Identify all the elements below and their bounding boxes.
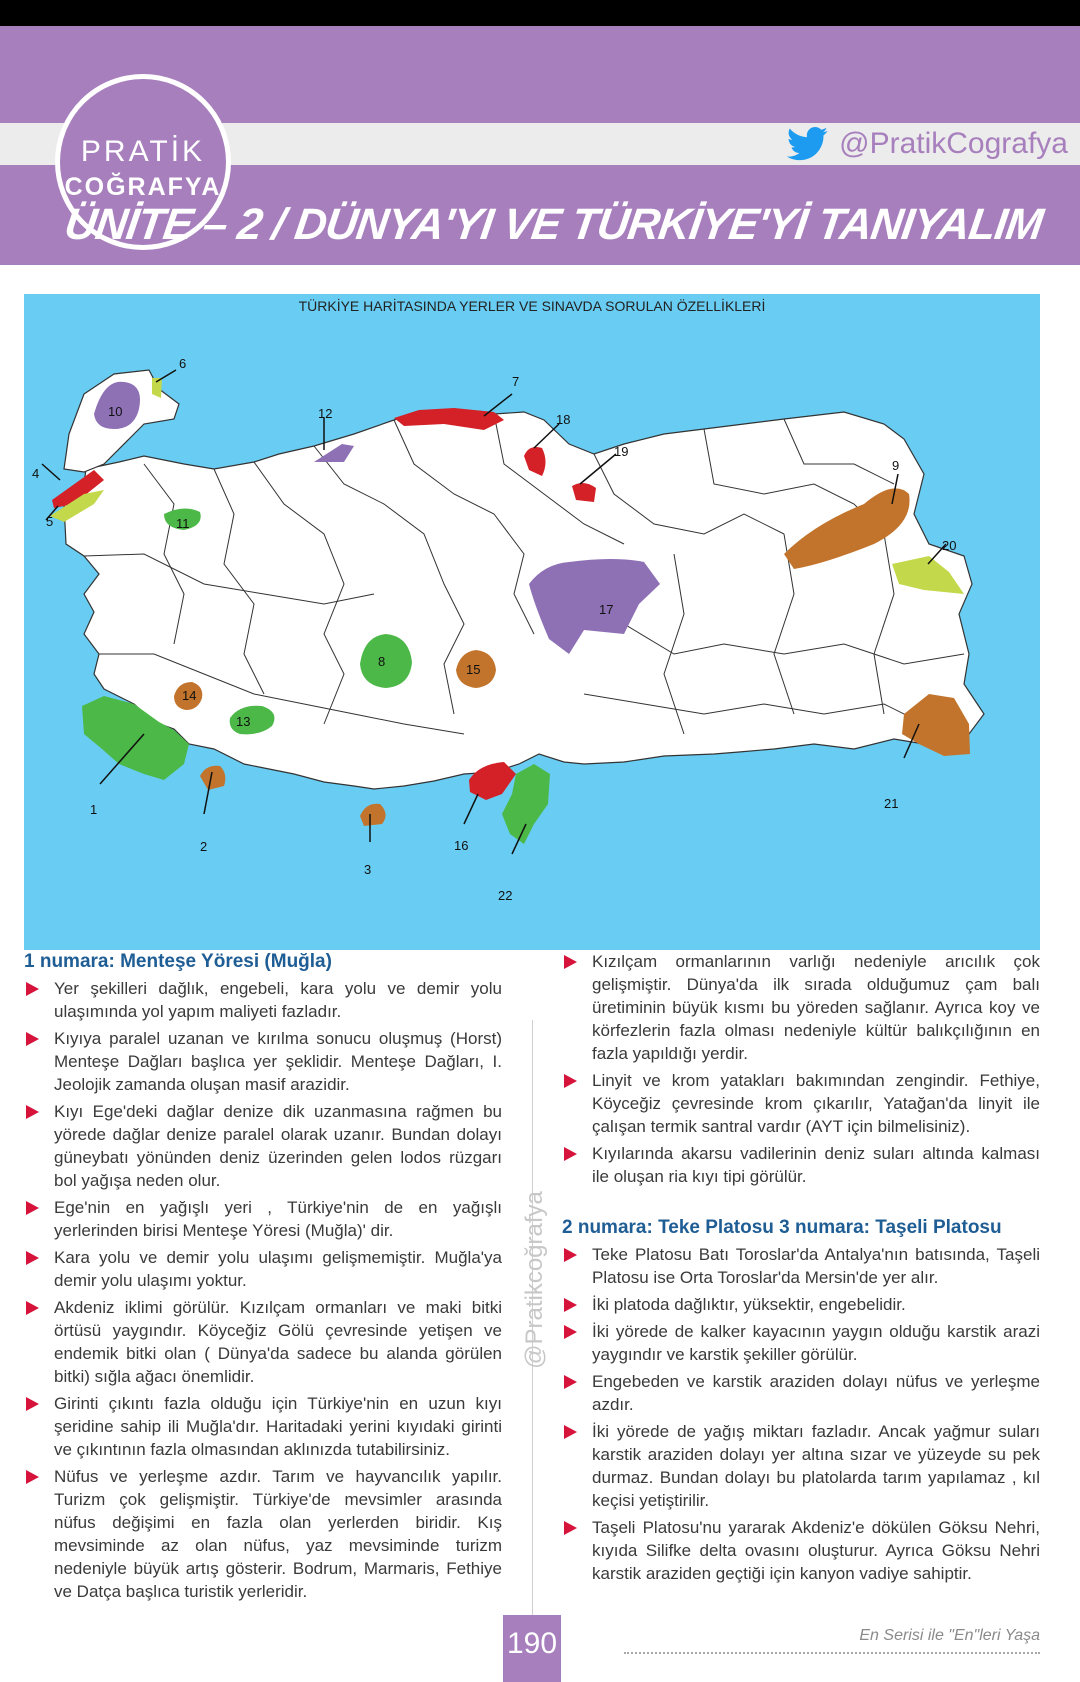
map-label-17: 17 [599, 602, 614, 617]
page-number: 190 [503, 1615, 561, 1682]
map-label-2: 2 [200, 839, 208, 854]
bullet-item: Linyit ve krom yatakları bakımından zengindir. Fethiye, Köyceğiz çevresinde krom çıkarılır, Yatağan'da linyit ile çalışan termik santral vardır (AYT için bilmelisiniz). [562, 1069, 1040, 1138]
map-label-21: 21 [884, 796, 899, 811]
map-label-9: 9 [892, 458, 900, 473]
side-watermark: @Pratikcoğrafya [521, 1191, 548, 1369]
bullet-item: Engebeden ve karstik araziden dolayı nüfus ve yerleşme azdır. [562, 1370, 1040, 1416]
turkey-mainland [64, 409, 984, 789]
bullet-item: Girinti çıkıntı fazla olduğu için Türkiye'nin en uzun kıyı şeridine sahip ili Muğla'dır. Haritadaki yerini kıyıdaki girinti ve çıkıntının fazla olmasından aklınızda tutabilirsiniz. [24, 1392, 502, 1461]
map-label-22: 22 [498, 888, 513, 903]
bullet-item: Ege'nin en yağışlı yeri , Türkiye'nin de en yağışlı yerlerinden birisi Menteşe Yöresi (Muğla)' dir. [24, 1196, 502, 1242]
bullet-item: İki yörede de kalker kayacının yaygın olduğu karstik arazi yaygındır ve karstik şekiller görülür. [562, 1320, 1040, 1366]
footer-slogan: En Serisi ile "En"leri Yaşa [859, 1627, 1040, 1644]
map-title: TÜRKİYE HARİTASINDA YERLER VE SINAVDA SORULAN ÖZELLİKLERİ [298, 298, 766, 314]
turkey-map-panel [24, 294, 1040, 950]
map-label-4: 4 [32, 466, 40, 481]
map-label-13: 13 [236, 714, 251, 729]
map-label-14: 14 [182, 688, 197, 703]
map-label-6: 6 [179, 356, 187, 371]
left-column [24, 950, 502, 1607]
bullet-item: İki yörede de yağış miktarı fazladır. Ancak yağmur suları karstik araziden dolayı yer altına sızar ve yüzeyde su pek durmaz. Bundan dolayı bu platolarda tarım yapılamaz , kıl keçisi yetiştirilir. [562, 1420, 1040, 1512]
map-label-10: 10 [108, 404, 123, 419]
map-label-19: 19 [614, 444, 629, 459]
map-label-7: 7 [512, 374, 520, 389]
unit-title: ÜNİTE – 2 / DÜNYA'YI VE TÜRKİYE'Yİ TANIYALIM [61, 200, 1046, 249]
logo-line-2: COĞRAFYA [64, 173, 222, 201]
map-label-8: 8 [378, 654, 386, 669]
bullet-item: Kıyıya paralel uzanan ve kırılma sonucu oluşmuş (Horst) Menteşe Dağları başlıca yer şeklidir. Menteşe Dağları, I. Jeolojik zamanda oluşan masif arazidir. [24, 1027, 502, 1096]
twitter-handle [787, 127, 1068, 161]
bullet-item: Yer şekilleri dağlık, engebeli, kara yolu ve demir yolu ulaşımında yol yapım maliyeti fazladır. [24, 977, 502, 1023]
handle-text: @PratikCografya [839, 127, 1068, 160]
map-label-12: 12 [318, 406, 333, 421]
logo-line-1: PRATİK [80, 135, 206, 168]
map-label-20: 20 [942, 538, 957, 553]
bullet-item: Kızılçam ormanlarının varlığı nedeniyle arıcılık çok gelişmiştir. Dünya'da ilk sırada olduğumuz çam balı üretiminin büyük kısmı bu yöreden sağlanır. Ayrıca koy ve körfezlerin fazla olması nedeniyle kültür balıkçılığının en fazla yapıldığı yerdir. [562, 950, 1040, 1065]
footer-dotted-line [624, 1652, 1040, 1654]
bullet-item: İki platoda dağlıktır, yüksektir, engebelidir. [562, 1293, 1040, 1316]
section-title-mentese: 1 numara: Menteşe Yöresi (Muğla) [24, 951, 332, 972]
map-label-16: 16 [454, 838, 469, 853]
right-column [562, 950, 1040, 1589]
turkey-map [24, 294, 1040, 950]
top-black-bar [0, 0, 1080, 26]
map-label-18: 18 [556, 412, 571, 427]
twitter-bird-icon [787, 127, 829, 161]
map-label-1: 1 [90, 802, 98, 817]
map-label-15: 15 [466, 662, 481, 677]
region-2 [200, 766, 225, 790]
map-label-5: 5 [46, 514, 54, 529]
bullet-item: Kıyılarında akarsu vadilerinin deniz suları altında kalması ile oluşan ria kıyı tipi görülür. [562, 1142, 1040, 1188]
bullet-item: Akdeniz iklimi görülür. Kızılçam ormanları ve maki bitki örtüsü yaygındır. Köyceğiz Gölü çevresinde yetişen ve endemik bitki olan ( Dünya'da sadece bu alanda görülen bitki) sığla ağacı önemlidir. [24, 1296, 502, 1388]
bullet-item: Taşeli Platosu'nu yararak Akdeniz'e dökülen Göksu Nehri, kıyıda Silifke delta ovasını oluşturur. Ayrıca Göksu Nehri karstik araziden geçtiği için kanyon vadiye sahiptir. [562, 1516, 1040, 1585]
bullet-item: Kara yolu ve demir yolu ulaşımı gelişmemiştir. Muğla'ya demir yolu ulaşımı yoktur. [24, 1246, 502, 1292]
bullet-item: Nüfus ve yerleşme azdır. Tarım ve hayvancılık yapılır. Turizm çok gelişmiştir. Türkiye'de mevsimler arasında nüfus değişimi en fazla olan yerlerden biridir. Kış mevsiminde az olan nüfus, yaz mevsiminde turizm nedeniyle büyük artış gösterir. Bodrum, Marmaris, Fethiye ve Datça başlıca turistik yerleridir. [24, 1465, 502, 1603]
bullet-item: Kıyı Ege'deki dağlar denize dik uzanmasına rağmen bu yörede dağlar denize paralel olarak uzanır. Bundan dolayı güneybatı yönünden deniz üzerinden gelen lodos rüzgarı bol yağışa neden olur. [24, 1100, 502, 1192]
map-label-11: 11 [176, 516, 190, 531]
bullet-item: Teke Platosu Batı Toroslar'da Antalya'nın batısında, Taşeli Platosu ise Orta Toroslar'da Mersin'de yer alır. [562, 1243, 1040, 1289]
section-title-teke-taseli: 2 numara: Teke Platosu 3 numara: Taşeli Platosu [562, 1217, 1002, 1238]
map-label-3: 3 [364, 862, 372, 877]
region-3 [360, 804, 386, 826]
